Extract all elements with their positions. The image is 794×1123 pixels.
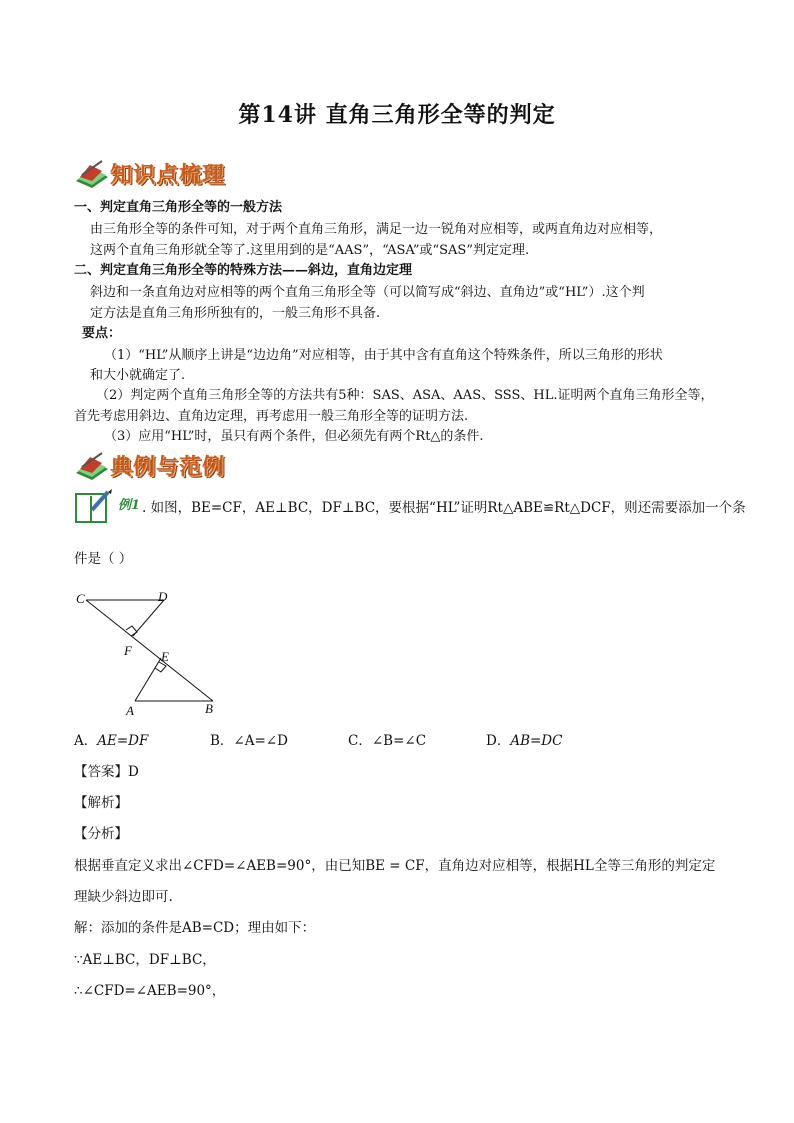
section1-heading: 一、判定直角三角形全等的一般方法 bbox=[74, 200, 283, 215]
section-banner-knowledge bbox=[74, 158, 225, 189]
point1-line2: 和大小就确定了. bbox=[90, 368, 186, 383]
point-label-f: F bbox=[124, 643, 132, 658]
points-label: 要点： bbox=[82, 326, 122, 341]
page-title: 第14讲 直角三角形全等的判定 bbox=[238, 102, 556, 128]
point1-line1: （1）“HL”从顺序上讲是“边边角”对应相等，由于其中含有直角这个特殊条件，所以三角形的形状 bbox=[104, 348, 663, 363]
section1-line2: 这两个直角三角形就全等了.这里用到的是“AAS”，“ASA”或“SAS”判定定理. bbox=[90, 243, 530, 258]
point2-line1: （2）判定两个直角三角形全等的方法共有5种：SAS、ASA、AAS、SSS、HL.证明两个直角三角形全等， bbox=[96, 388, 714, 403]
geometry-figure bbox=[60, 585, 240, 720]
fenxi-line2: 理缺少斜边即可. bbox=[74, 889, 173, 905]
example-badge: 例1 bbox=[118, 498, 141, 513]
solution-line1: 解：添加的条件是AB=CD；理由如下： bbox=[74, 920, 316, 936]
point-label-e: E bbox=[161, 649, 169, 664]
section-banner-examples bbox=[74, 450, 225, 481]
point-label-b: B bbox=[205, 701, 213, 716]
book-icon bbox=[74, 159, 110, 189]
solution-line3: ∴∠CFD=∠AEB=90°， bbox=[74, 983, 226, 999]
section2-line2: 定方法是直角三角形所独有的，一般三角形不具备. bbox=[90, 306, 381, 321]
solution-line2: ∵AE⊥BC，DF⊥BC， bbox=[74, 952, 216, 968]
option-a[interactable]: A．AE=DF bbox=[74, 733, 149, 749]
point3-line: （3）应用“HL”时，虽只有两个条件，但必须先有两个Rt△的条件. bbox=[104, 429, 484, 444]
example-badge-icon bbox=[74, 488, 118, 524]
answer: 【答案】D bbox=[74, 764, 139, 780]
option-c[interactable]: C．∠B=∠C bbox=[348, 733, 427, 749]
option-b[interactable]: B．∠A=∠D bbox=[210, 733, 288, 749]
point-label-c: C bbox=[76, 591, 85, 606]
fenxi-line1: 根据垂直定义求出∠CFD=∠AEB=90°，由已知BE = CF，直角边对应相等，根据HL全等三角形的判定定 bbox=[74, 858, 716, 874]
section1-line1: 由三角形全等的条件可知，对于两个直角三角形，满足一边一锐角对应相等，或两直角边对应相等， bbox=[90, 222, 663, 237]
fenxi-label: 【分析】 bbox=[74, 826, 128, 842]
option-d[interactable]: D．AB=DC bbox=[486, 733, 563, 749]
section2-line1: 斜边和一条直角边对应相等的两个直角三角形全等（可以简写成“斜边、直角边”或“HL”）.这个判 bbox=[90, 285, 645, 300]
book-icon bbox=[74, 451, 110, 481]
banner-title: 典例与范例 bbox=[110, 455, 226, 480]
point2-line2: 首先考虑用斜边、直角边定理，再考虑用一般三角形全等的证明方法. bbox=[74, 409, 469, 424]
point-label-a: A bbox=[126, 703, 134, 718]
section2-heading: 二、判定直角三角形全等的特殊方法——斜边，直角边定理 bbox=[74, 263, 413, 278]
analysis-label: 【解析】 bbox=[74, 795, 128, 811]
example-question-line2: 件是（ ） bbox=[74, 551, 133, 567]
point-label-d: D bbox=[158, 589, 168, 604]
example-question-line1: . 如图，BE=CF，AE⊥BC，DF⊥BC，要根据“HL”证明Rt△ABE≌Rt△DCF，则还需要添加一个条 bbox=[142, 500, 746, 516]
banner-title: 知识点梳理 bbox=[110, 163, 226, 188]
